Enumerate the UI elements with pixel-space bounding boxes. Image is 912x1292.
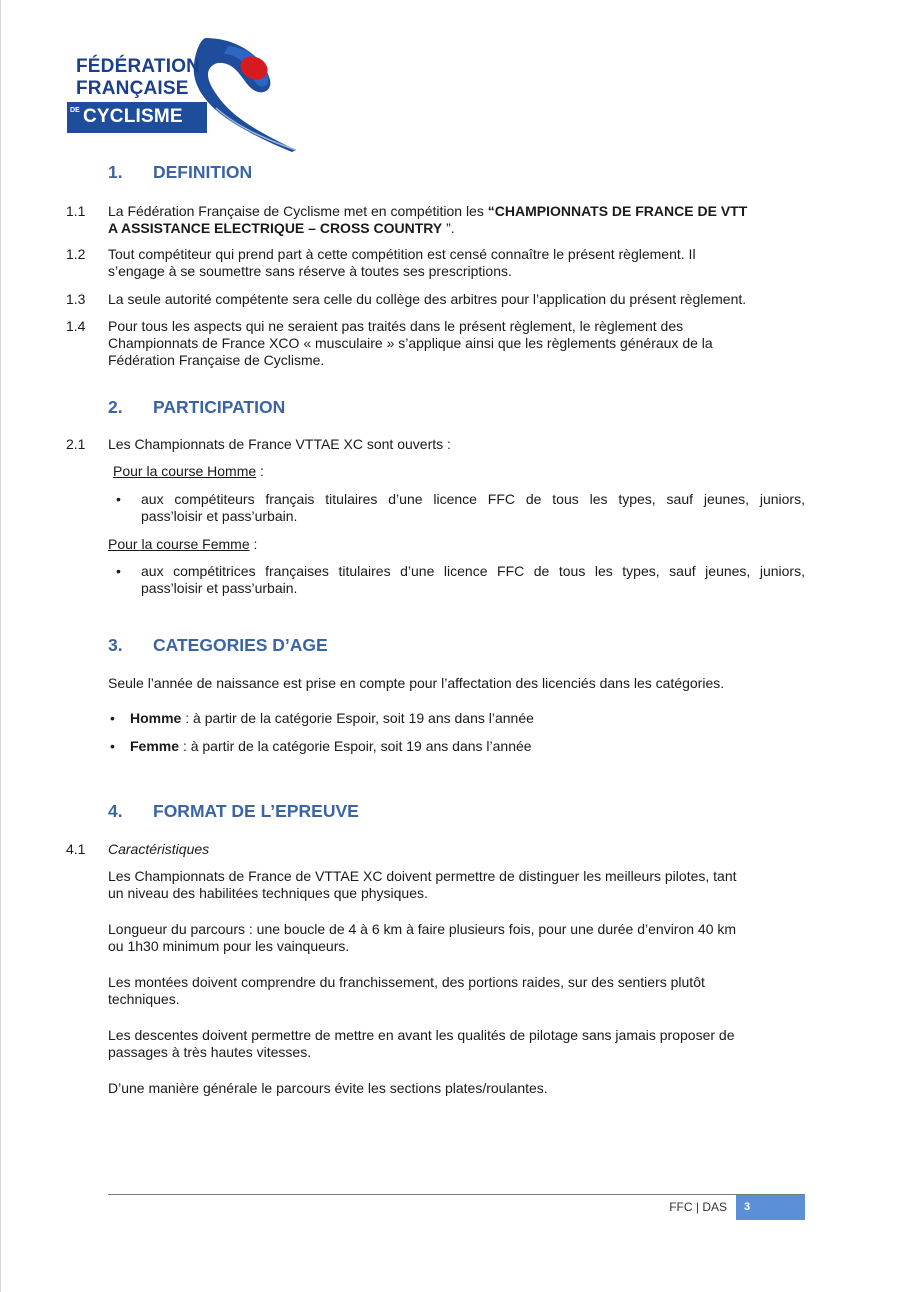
- logo-text-francaise: FRANÇAISE: [76, 78, 189, 99]
- section-number: 2.: [108, 397, 123, 417]
- bullet-icon: •: [116, 563, 121, 579]
- paragraph-line: techniques.: [108, 991, 180, 1007]
- list-item-text: : à partir de la catégorie Espoir, soit 19 ans dans l’année: [181, 710, 534, 726]
- paragraph-line: un niveau des habilitées techniques que physiques.: [108, 885, 428, 901]
- subheading-femme: [108, 536, 257, 553]
- page-edge: [0, 0, 1, 1292]
- colon-text: :: [249, 536, 258, 552]
- article-number: 1.4: [66, 318, 86, 334]
- paragraph-text: ”.: [442, 220, 455, 236]
- footer-rule: [108, 1194, 805, 1195]
- paragraph-line: ou 1h30 minimum pour les vainqueurs.: [108, 938, 350, 954]
- page-number-badge: [736, 1195, 805, 1220]
- article-number: 1.1: [66, 203, 86, 219]
- bold-text: A ASSISTANCE ELECTRIQUE – CROSS COUNTRY: [108, 220, 443, 236]
- list-item-line: aux compétiteurs français titulaires d’une licence FFC de tous les types, sauf jeunes, juniors,: [141, 491, 805, 507]
- bold-text: Femme: [130, 738, 180, 754]
- bold-text: Homme: [130, 710, 182, 726]
- section-heading-categories: [108, 635, 328, 656]
- subheading-homme: [113, 463, 264, 480]
- section-number: 3.: [108, 635, 123, 655]
- section-number: 4.: [108, 801, 123, 821]
- logo-text-federation: FÉDÉRATION: [76, 56, 201, 77]
- paragraph-line: Fédération Française de Cyclisme.: [108, 352, 325, 368]
- paragraph-line: Tout compétiteur qui prend part à cette compétition est censé connaître le présent règlement. Il: [108, 246, 696, 262]
- page-number: 3: [744, 1201, 751, 1213]
- section-heading-participation: [108, 397, 285, 418]
- paragraph-line: D’une manière générale le parcours évite les sections plates/roulantes.: [108, 1080, 548, 1096]
- list-item-line: aux compétitrices françaises titulaires d’une licence FFC de tous les types, sauf jeunes, juniors,: [141, 563, 805, 579]
- article-number: 2.1: [66, 436, 86, 452]
- bullet-icon: •: [116, 491, 121, 507]
- article-number: 1.2: [66, 246, 86, 262]
- paragraph-text: La Fédération Française de Cyclisme met en compétition les: [108, 203, 488, 219]
- paragraph-line: Pour tous les aspects qui ne seraient pas traités dans le présent règlement, le règlement des: [108, 318, 684, 334]
- section-title: FORMAT DE L’EPREUVE: [153, 801, 359, 821]
- list-item-text: : à partir de la catégorie Espoir, soit 19 ans dans l’année: [179, 738, 532, 754]
- underlined-label: Pour la course Homme: [113, 463, 257, 479]
- list-item-line: pass’loisir et pass’urbain.: [141, 508, 298, 524]
- paragraph-line: [108, 220, 455, 237]
- section-number: 1.: [108, 162, 123, 182]
- section-heading-format: [108, 801, 359, 822]
- subsection-title: Caractéristiques: [108, 841, 210, 857]
- section-heading-definition: [108, 162, 252, 183]
- logo-text-de: DE: [70, 107, 80, 114]
- colon-text: :: [256, 463, 264, 479]
- paragraph-line: Championnats de France XCO « musculaire » s’applique ainsi que les règlements généraux de la: [108, 335, 713, 351]
- paragraph-line: Les montées doivent comprendre du franchissement, des portions raides, sur des sentiers plutôt: [108, 974, 705, 990]
- article-number: 4.1: [66, 841, 86, 857]
- bold-text: “CHAMPIONNATS DE FRANCE DE VTT: [487, 203, 748, 219]
- paragraph-line: Seule l’année de naissance est prise en compte pour l’affectation des licenciés dans les catégories.: [108, 675, 725, 691]
- paragraph-line: passages à très hautes vitesses.: [108, 1044, 312, 1060]
- paragraph-line: [108, 203, 747, 220]
- bullet-icon: •: [110, 710, 115, 726]
- underlined-label: Pour la course Femme: [108, 536, 250, 552]
- bullet-icon: •: [110, 738, 115, 754]
- list-item-line: pass’loisir et pass’urbain.: [141, 580, 298, 596]
- section-title: PARTICIPATION: [153, 397, 286, 417]
- section-title: DEFINITION: [153, 162, 253, 182]
- article-number: 1.3: [66, 291, 86, 307]
- section-title: CATEGORIES D’AGE: [153, 635, 328, 655]
- paragraph-line: La seule autorité compétente sera celle du collège des arbitres pour l’application du présent règlement.: [108, 291, 747, 307]
- list-item-homme: [130, 710, 534, 727]
- list-item-femme: [130, 738, 532, 755]
- footer-label: FFC | DAS: [669, 1200, 727, 1214]
- logo-text-cyclisme: CYCLISME: [83, 106, 183, 127]
- paragraph-line: Les Championnats de France de VTTAE XC doivent permettre de distinguer les meilleurs pilotes, tant: [108, 868, 737, 884]
- paragraph-line: s’engage à se soumettre sans réserve à toutes ses prescriptions.: [108, 263, 512, 279]
- paragraph-line: Les descentes doivent permettre de mettre en avant les qualités de pilotage sans jamais proposer de: [108, 1027, 735, 1043]
- ffc-logo: [66, 38, 300, 152]
- paragraph-line: Les Championnats de France VTTAE XC sont ouverts :: [108, 436, 451, 452]
- paragraph-line: Longueur du parcours : une boucle de 4 à 6 km à faire plusieurs fois, pour une durée d’environ 40 km: [108, 921, 737, 937]
